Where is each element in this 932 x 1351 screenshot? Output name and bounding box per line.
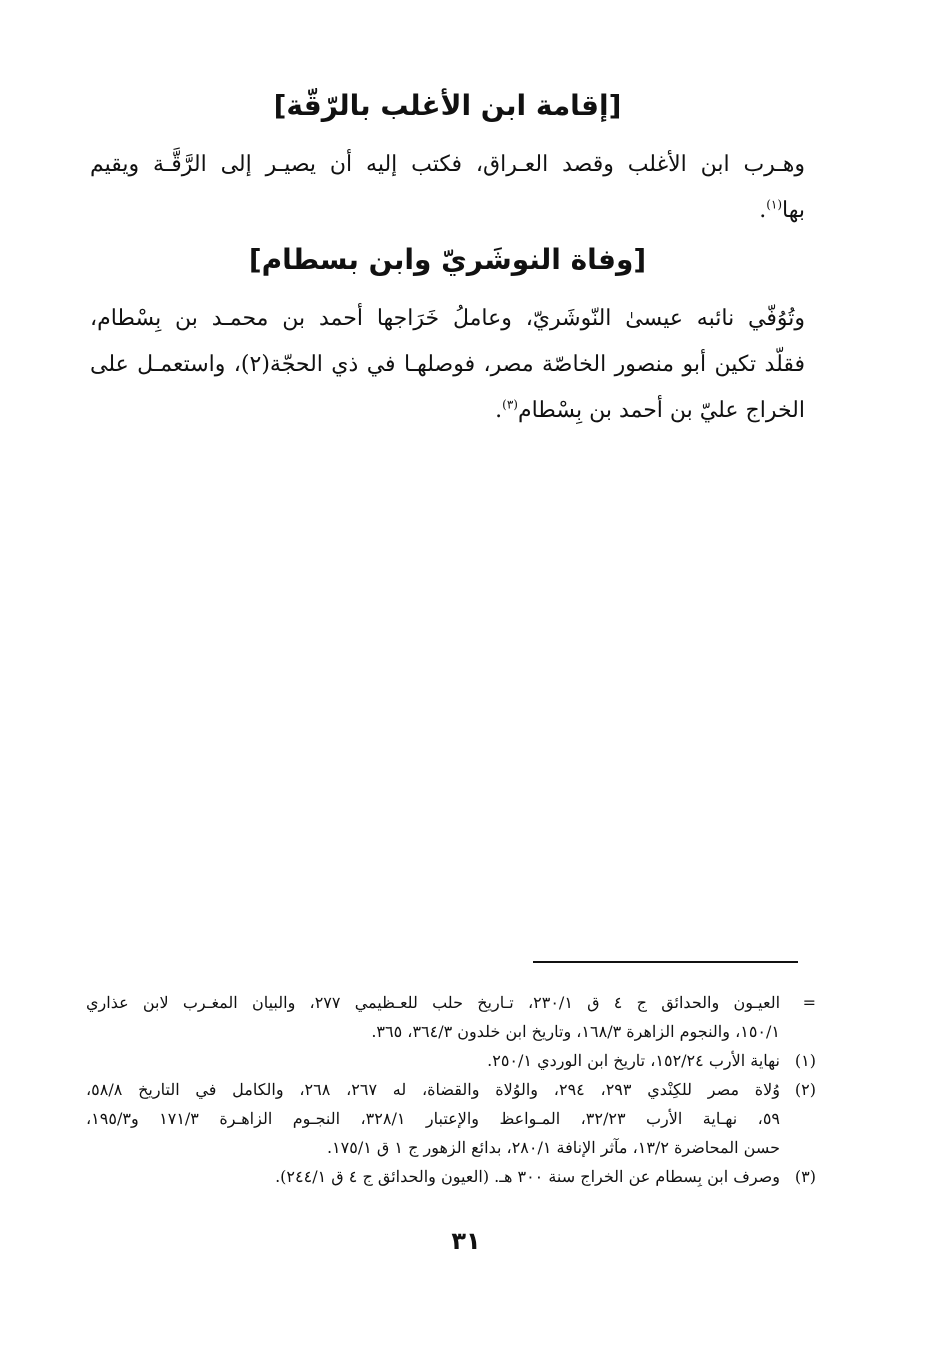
paragraph-line: وتُوُفّي نائبه عيسىٰ النّوشَريّ، وعاملُ خَرَاجها أحمد بن محمـد بن بِسْطام،: [90, 306, 805, 331]
footnote-marker: (٣): [794, 1167, 816, 1186]
footnote-3: [86, 1162, 816, 1191]
line-text: الخراج عليّ بن أحمد بن بِسْطام: [517, 398, 805, 423]
section-heading-ibn-al-aghlab: [إقامة ابن الأغلب بالرّقّة]: [273, 89, 622, 122]
footnote-line: نهاية الأرب ١٥٢/٢٤، تاريخ ابن الوردي ٢٥٠/١.: [487, 1051, 780, 1070]
paragraph-ibn-al-aghlab: [90, 142, 805, 234]
footnote-marker: =: [802, 993, 816, 1012]
line-text: بها: [782, 198, 805, 223]
page-number: ٣١: [451, 1227, 481, 1255]
footnote-continued: [86, 988, 816, 1046]
footnote-text: [86, 1075, 780, 1162]
paragraph-line: وهـرب ابن الأغلب وقصد العـراق، فكتب إليه أن يصيـر إلى الرَّقَّـة ويقيم: [90, 152, 805, 177]
footnote-line: ١٥٠/١، والنجوم الزاهرة ١٦٨/٣، وتاريخ ابن خلدون ٣٦٤/٣، ٣٦٥.: [371, 1022, 780, 1041]
paragraph-line: [90, 188, 805, 234]
paragraph-nushari-death: [90, 296, 805, 434]
footnotes: [86, 988, 816, 1191]
footnote-text: [86, 1046, 780, 1075]
paragraph-line: فقلّد تكين أبو منصور الخاصّة مصر، فوصلهـا في ذي الحجّة(٢)، واستعمـل على: [90, 352, 805, 377]
footnote-line: وصرف ابن بِسطام عن الخراج سنة ٣٠٠ هـ. (العيون والحدائق ج ٤ ق ٢٤٤/١).: [275, 1167, 780, 1186]
footnote-ref[interactable]: (٣): [502, 397, 518, 412]
footnote-separator: [533, 961, 798, 963]
footnote-ref[interactable]: (١): [766, 197, 783, 212]
line-punctuation: .: [495, 398, 503, 423]
line-punctuation: .: [759, 198, 767, 223]
footnote-text: [86, 1162, 780, 1191]
footnote-line: ٥٩، نهـاية الأرب ٣٢/٢٣، المـواعظ والإعتبار ٣٢٨/١، النجـوم الزاهـرة ١٧١/٣ و١٩٥/٣،: [86, 1109, 780, 1128]
section-heading-nushari-death: [وفاة النوشَريّ وابن بسطام]: [248, 243, 647, 276]
footnote-line: حسن المحاضرة ١٣/٢، مآثر الإنافة ٢٨٠/١، بدائع الزهور ج ١ ق ١٧٥/١.: [326, 1138, 780, 1157]
footnote-marker: (٢): [794, 1080, 816, 1099]
footnote-line: العيـون والحدائق ج ٤ ق ٢٣٠/١، تـاريخ حلب للعـظيمي ٢٧٧، والبيان المغـرب لابن عذاري: [86, 993, 780, 1012]
footnote-2: [86, 1075, 816, 1162]
paragraph-line: [90, 388, 805, 434]
footnote-marker: (١): [794, 1051, 816, 1070]
footnote-1: [86, 1046, 816, 1075]
footnote-text: [86, 988, 780, 1046]
footnote-line: وُلاة مصر للكِنْدي ٢٩٣، ٢٩٤، والوُلاة والقضاة، له ٢٦٧، ٢٦٨، والكامل في التاريخ ٥٨/٨،: [86, 1080, 780, 1099]
